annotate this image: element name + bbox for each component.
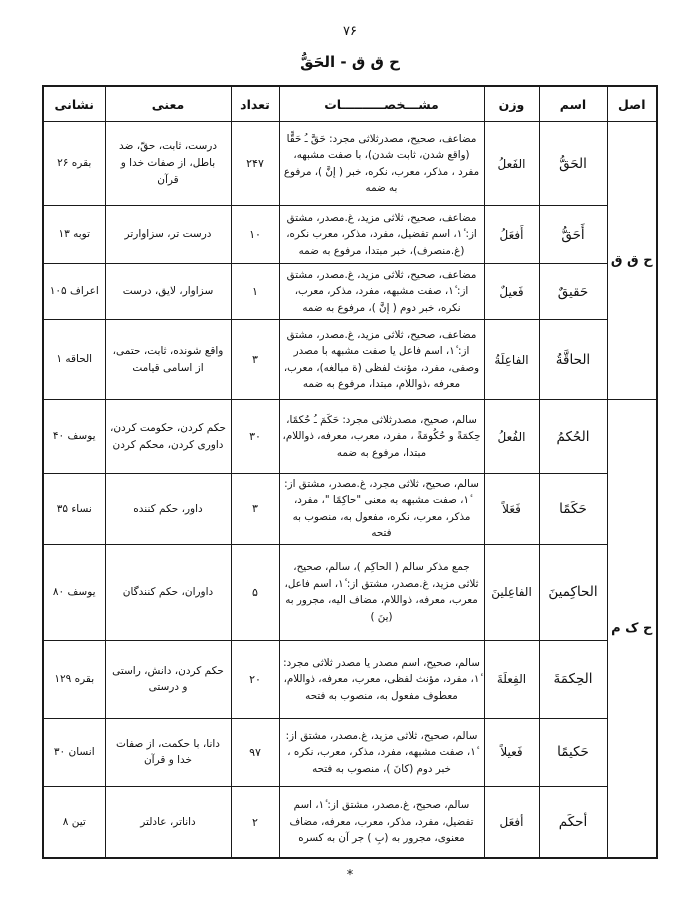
cell-tedad: ۲: [231, 786, 279, 858]
lexicon-table: [42, 85, 658, 859]
root-cell-haqq: ح ق ق: [607, 122, 657, 400]
cell-esm: أَحَقُّ: [539, 206, 607, 264]
cell-esm: حَكَمًا: [539, 474, 607, 545]
cell-tedad: ۵: [231, 544, 279, 640]
cell-neshani: توبه ۱۳: [43, 206, 105, 264]
cell-neshani: انسان ۳۰: [43, 718, 105, 786]
cell-esm: حَقیقٌ: [539, 264, 607, 320]
table-row: [43, 786, 657, 858]
cell-esm: الحاكِمینَ: [539, 544, 607, 640]
cell-tedad: ۳: [231, 320, 279, 400]
cell-esm: أحكَم: [539, 786, 607, 858]
cell-moshakhasat: مضاعف، صحیح، ثلاثی مزید، غ.مصدر، مشتق از: ١ٔ، صفت مشبهه، مفرد، مذکر، معرب، نکره، خبر دوم ( إنَّ )، مرفوع به ضمه: [279, 264, 484, 320]
cell-tedad: ۲۴۷: [231, 122, 279, 206]
cell-vazn: الفاعِلینَ: [484, 544, 539, 640]
cell-esm: الحِكمَةَ: [539, 640, 607, 718]
cell-mani: واقع شونده، ثابت، حتمی، از اسامی قیامت: [105, 320, 231, 400]
table-row: [43, 206, 657, 264]
cell-tedad: ۱: [231, 264, 279, 320]
cell-moshakhasat: سالم، صحیح، ثلاثی مزید، غ.مصدر، مشتق از: ١ٔ، صفت مشبهه، مفرد، مذكر، معرب، نكره ، خبر دوم (كانَ )، منصوب به فتحه: [279, 718, 484, 786]
cell-esm: الحَقُّ: [539, 122, 607, 206]
cell-moshakhasat: مضاعف، صحیح، مصدرثلاثی مجرد: حَقَّ ـُ حَقًّا (واقع شدن، ثابت شدن)، با صفت مشبهه، مفرد ، مذکر، معرب، نکره، خبر ( إنَّ )، مرفوع به ضمه: [279, 122, 484, 206]
cell-mani: دانا، با حكمت، از صفات خدا و قرآن: [105, 718, 231, 786]
table-row: [43, 264, 657, 320]
cell-neshani: یوسف ۸۰: [43, 544, 105, 640]
cell-mani: حكم كردن، دانش، راستی و درستی: [105, 640, 231, 718]
table-row: [43, 718, 657, 786]
cell-vazn: أَفعَلُ: [484, 206, 539, 264]
footer-asterisk: *: [346, 868, 354, 884]
cell-esm: حَكیمًا: [539, 718, 607, 786]
col-header-esm: اسم: [539, 86, 607, 122]
cell-tedad: ۱۰: [231, 206, 279, 264]
cell-mani: داور، حكم كننده: [105, 474, 231, 545]
cell-neshani: یوسف ۴۰: [43, 400, 105, 474]
cell-moshakhasat: سالم، صحیح، مصدرثلاثی مجرد: حَكَمَ ـُ حُكمًا، حِكمَةً و حُكُومَةً ، مفرد، معرب، معرفه، ذواللام، مبتدا، مرفوع به ضمه: [279, 400, 484, 474]
table-row: [43, 400, 657, 474]
cell-tedad: ۳۰: [231, 400, 279, 474]
cell-neshani: تین ۸: [43, 786, 105, 858]
cell-mani: درست، ثابت، حقّ، ضد باطل، از صفات خدا و قرآن: [105, 122, 231, 206]
cell-moshakhasat: سالم، صحیح، ثلاثی مجرد، غ.مصدر، مشتق از: ١ٔ، صفت مشبهه به معنی "حاكِمًا "، مفرد، مذكر، معرب، نكره، مفعول به، منصوب به فتحه: [279, 474, 484, 545]
cell-tedad: ۹۷: [231, 718, 279, 786]
cell-neshani: بقره ۲۶: [43, 122, 105, 206]
cell-neshani: نساء ۳۵: [43, 474, 105, 545]
cell-moshakhasat: سالم، صحیح، غ.مصدر، مشتق از: ١ٔ، اسم تفضیل، مفرد، مذكر، معرب، معرفه، مضاف معنوی، مجرور به (بِ ) جر آن به كسره: [279, 786, 484, 858]
col-header-tedad: تعداد: [231, 86, 279, 122]
cell-vazn: فَعَلاً: [484, 474, 539, 545]
cell-moshakhasat: سالم، صحیح، اسم مصدر یا مصدر ثلاثی مجرد: ١ٔ، مفرد، مؤنث لفظی، معرب، معرفه، ذواللام، معطوف مفعول به، منصوب به فتحه: [279, 640, 484, 718]
cell-tedad: ۲۰: [231, 640, 279, 718]
cell-neshani: اعراف ۱۰۵: [43, 264, 105, 320]
cell-vazn: الفاعِلَةُ: [484, 320, 539, 400]
page-number: ۷۶: [343, 24, 357, 39]
col-header-moshakhasat: مشـــخصــــــــــات: [279, 86, 484, 122]
page-title: ح ق ق - الحَقُّ: [300, 53, 400, 71]
cell-moshakhasat: مضاعف، صحیح، ثلاثی مزید، غ.مصدر، مشتق از: ١ٔ، اسم فاعل یا صفت مشبهه با مصدر وصفی، مفرد، مؤنث لفظی (ة مبالغه)، معرب، معرفه ،ذواللام، مبتدا، مرفوع به ضمه: [279, 320, 484, 400]
cell-mani: حكم كردن، حكومت كردن، داوری كردن، محكم كردن: [105, 400, 231, 474]
cell-moshakhasat: مضاعف، صحیح، ثلاثی مزید، غ.مصدر، مشتق از: ١ٔ، اسم تفضیل، مفرد، مذکر، معرب نکره، (غ.منصرف)، خبر مبتدا، مرفوع به ضمه: [279, 206, 484, 264]
cell-neshani: الحاقه ۱: [43, 320, 105, 400]
header-row: [43, 86, 657, 122]
cell-vazn: فَعیلٌ: [484, 264, 539, 320]
cell-tedad: ۳: [231, 474, 279, 545]
col-header-neshani: نشانی: [43, 86, 105, 122]
cell-esm: الحُكمُ: [539, 400, 607, 474]
root-cell-hakam: ح ک م: [607, 400, 657, 859]
table-row: [43, 640, 657, 718]
table-row: [43, 320, 657, 400]
cell-neshani: بقره ۱۲۹: [43, 640, 105, 718]
cell-mani: داوران، حكم كنندگان: [105, 544, 231, 640]
cell-mani: سزاوار، لایق، درست: [105, 264, 231, 320]
cell-moshakhasat: جمع مذكر سالم ( الحاكِم )، سالم، صحیح، ثلاثی مزید، غ.مصدر، مشتق از: ١ٔ، اسم فاعل، معرب، معرفه، ذواللام، مضاف الیه، مجرور به (ینَ ): [279, 544, 484, 640]
cell-vazn: فَعیلاً: [484, 718, 539, 786]
cell-esm: الحاقَّةُ: [539, 320, 607, 400]
cell-vazn: أفعَل: [484, 786, 539, 858]
cell-vazn: الفَعلُ: [484, 122, 539, 206]
cell-vazn: الفِعلَةَ: [484, 640, 539, 718]
table-row: [43, 122, 657, 206]
table-row: [43, 544, 657, 640]
table-row: [43, 474, 657, 545]
cell-vazn: الفُعلُ: [484, 400, 539, 474]
cell-mani: درست تر، سزاوارتر: [105, 206, 231, 264]
cell-mani: داناتر، عادلتر: [105, 786, 231, 858]
col-header-asl: اصل: [607, 86, 657, 122]
col-header-vazn: وزن: [484, 86, 539, 122]
col-header-mani: معنی: [105, 86, 231, 122]
